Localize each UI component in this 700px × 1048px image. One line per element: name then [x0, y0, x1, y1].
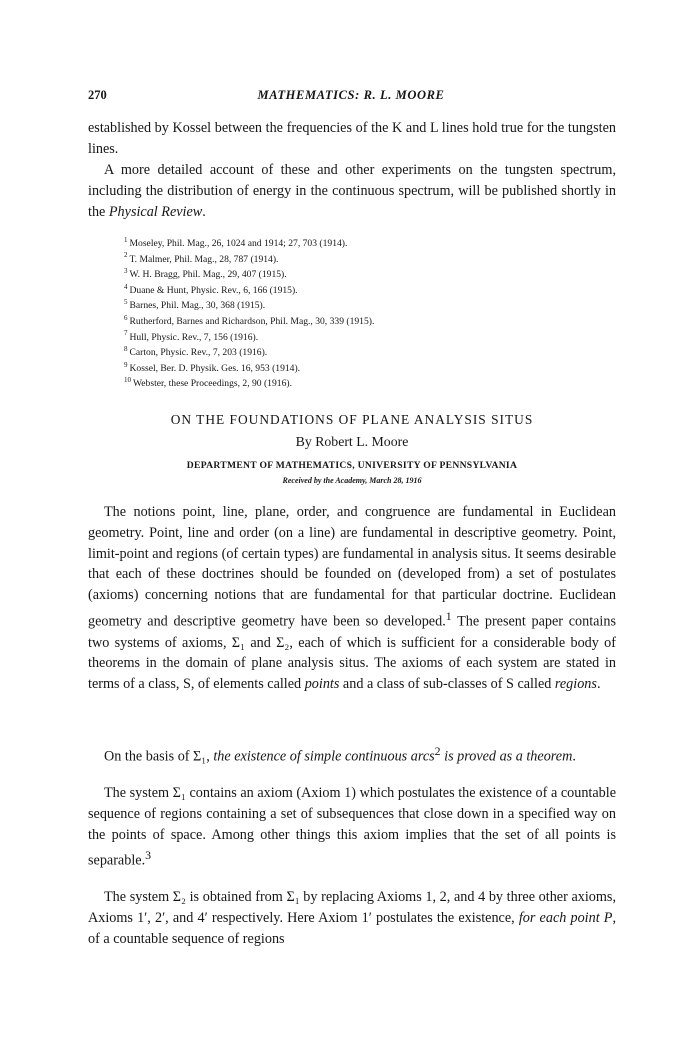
term-regions: regions: [554, 676, 597, 693]
article-paragraph-1: [88, 502, 616, 695]
article-byline: By Robert L. Moore: [295, 434, 409, 449]
paragraph-text: On the basis of Σ₁,: [104, 748, 214, 765]
article-paragraph-4: [88, 887, 616, 949]
footnote-text: W. H. Bragg, Phil. Mag., 29, 407 (1915).: [129, 269, 287, 281]
paragraph-end: .: [202, 203, 206, 220]
page-number: 270: [88, 88, 107, 102]
footnote-number: 8: [124, 344, 128, 353]
running-title: MATHEMATICS: R. L. MOORE: [257, 88, 445, 102]
term-points: points: [304, 676, 340, 693]
footnote-item: [124, 236, 594, 252]
footnote-text: Barnes, Phil. Mag., 30, 368 (1915).: [129, 300, 266, 312]
footnote-text: Hull, Physic. Rev., 7, 156 (1916).: [129, 331, 259, 343]
footnote-item: [124, 283, 594, 299]
footnotes-list: [124, 236, 594, 392]
paragraph-text: The notions point, line, plane, order, and congruence are fundamental in Euclidean geometry. Point, line and order (on a line) are fundamental in descriptive geometry. Point, limit-point and regions (of certain types) are fundamental in analysis situs. It seems desirable that each of these doctrines should be founded on (developed from) a set of postulates (axioms) concerning notions that are fundamental for that particular doctrine. Euclidean geometry and descriptive geometry have been so developed.: [88, 504, 616, 630]
emphasized-text: for each point P: [518, 909, 613, 926]
footnote-number: 7: [124, 329, 128, 338]
footnote-item: [124, 314, 594, 330]
paragraph-end: .: [596, 676, 601, 693]
footnote-text: T. Malmer, Phil. Mag., 28, 787 (1914).: [129, 253, 279, 265]
footnote-item: [124, 330, 594, 346]
previous-article-paragraph-1: established by Kossel between the frequencies of the K and L lines hold true for the tungsten lines.: [88, 120, 616, 157]
paragraph-text: A more detailed account of these and other experiments on the tungsten spectrum, including the distribution of energy in the continuous spectrum, will be published shortly in the: [88, 162, 616, 220]
running-head: [88, 88, 614, 110]
paragraph-text: The system Σ₁ contains an axiom (Axiom 1) which postulates the existence of a countable sequence of regions containing a set of subsequences that close down in a specified way on the points of space. Among other things this axiom implies that the set of all points is separable.: [88, 785, 616, 870]
footnote-text: Carton, Physic. Rev., 7, 203 (1916).: [129, 347, 268, 359]
footnote-item: [124, 376, 594, 392]
paragraph-text: and a class of sub-classes of S called: [339, 676, 555, 693]
previous-article-paragraph-2: [88, 160, 616, 222]
footnote-text: Webster, these Proceedings, 2, 90 (1916).: [133, 378, 292, 390]
footnote-item: [124, 361, 594, 377]
footnote-text: Rutherford, Barnes and Richardson, Phil. Mag., 30, 339 (1915).: [129, 315, 375, 327]
article-title: ON THE FOUNDATIONS OF PLANE ANALYSIS SITUS: [170, 412, 534, 427]
footnote-number: 2: [124, 251, 128, 260]
footnote-number: 10: [124, 376, 131, 385]
article-paragraph-2: [88, 741, 616, 768]
footnote-ref: 1: [445, 608, 452, 623]
footnote-item: [124, 298, 594, 314]
footnote-number: 6: [124, 313, 128, 322]
footnote-item: [124, 345, 594, 361]
journal-name: Physical Review: [108, 203, 203, 220]
article-affiliation: DEPARTMENT OF MATHEMATICS, UNIVERSITY OF PENNSYLVANIA: [186, 460, 518, 471]
footnote-text: Moseley, Phil. Mag., 26, 1024 and 1914; 27, 703 (1914).: [129, 238, 348, 249]
footnote-item: [124, 252, 594, 268]
paragraph-text: , of a countable sequence of regions: [88, 909, 617, 947]
footnote-item: [124, 267, 594, 283]
paragraph-end: .: [572, 748, 576, 765]
footnote-number: 3: [124, 267, 128, 275]
footnote-number: 5: [124, 298, 128, 307]
footnote-ref: 3: [145, 848, 152, 863]
footnote-text: Kossel, Ber. D. Physik. Ges. 16, 953 (1914).: [129, 362, 301, 374]
article-received-date: Received by the Academy, March 28, 1916: [282, 476, 422, 485]
footnote-number: 1: [124, 235, 128, 244]
footnote-text: Duane & Hunt, Physic. Rev., 6, 166 (1915).: [129, 284, 298, 296]
emphasized-text: is proved as a theorem: [440, 748, 573, 765]
emphasized-text: the existence of simple continuous arcs: [213, 748, 435, 765]
footnote-number: 9: [124, 360, 128, 369]
paragraph-text: The present paper contains two systems of axioms, Σ₁ and Σ₂, each of which is sufficient for a considerable body of theorems in the domain of plane analysis situs. The axioms of each system are stated in terms of a class, S, of elements called: [88, 613, 616, 693]
paragraph-text: The system Σ₂ is obtained from Σ₁ by replacing Axioms 1, 2, and 4 by three other axioms, Axioms 1′, 2′, and 4′ respectively. Here Axiom 1′ postulates the existence,: [88, 889, 616, 926]
article-paragraph-3: [88, 783, 616, 872]
footnote-number: 4: [124, 282, 128, 291]
footnote-ref: 2: [434, 744, 441, 758]
